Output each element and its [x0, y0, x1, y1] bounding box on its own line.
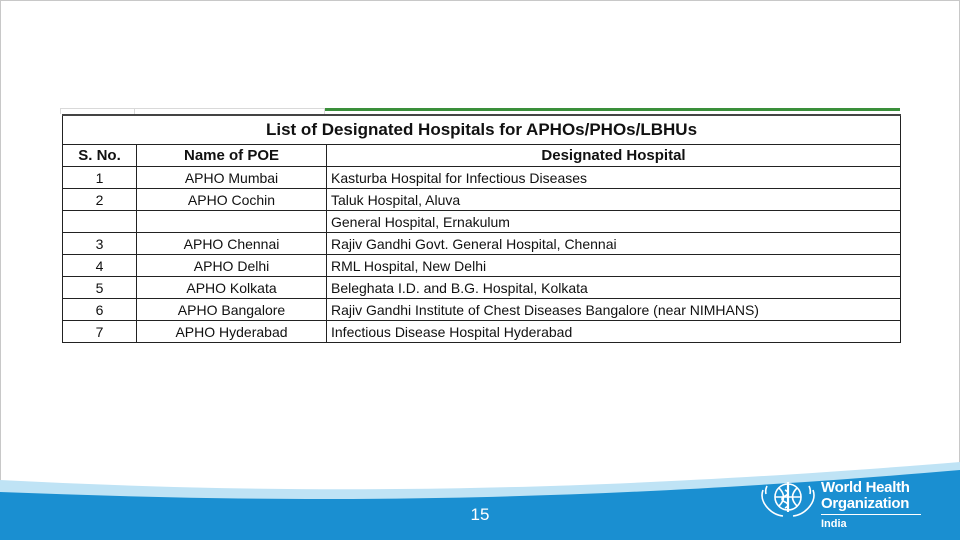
cell-hospital: Rajiv Gandhi Institute of Chest Diseases Bangalore (near NIMHANS): [327, 299, 901, 321]
hospitals-table-image: [62, 114, 900, 356]
table-title: List of Designated Hospitals for APHOs/PHOs/LBHUs: [63, 115, 901, 145]
hospitals-table: [62, 114, 901, 343]
cell-poe: APHO Delhi: [137, 255, 327, 277]
sheet-gridlines: [60, 108, 902, 114]
cell-poe: APHO Mumbai: [137, 167, 327, 189]
cell-sno: 5: [63, 277, 137, 299]
table-row: [63, 233, 901, 255]
cell-hospital: Rajiv Gandhi Govt. General Hospital, Chennai: [327, 233, 901, 255]
who-line3: India: [821, 518, 847, 530]
table-row: [63, 299, 901, 321]
cell-poe: APHO Kolkata: [137, 277, 327, 299]
table-row: [63, 321, 901, 343]
cell-sno: 4: [63, 255, 137, 277]
cell-sno: [63, 211, 137, 233]
table-row: [63, 167, 901, 189]
header-row: [63, 145, 901, 167]
table-row: [63, 277, 901, 299]
header-poe: Name of POE: [137, 145, 327, 167]
header-hospital: Designated Hospital: [327, 145, 901, 167]
cell-poe: APHO Cochin: [137, 189, 327, 211]
cell-poe: APHO Bangalore: [137, 299, 327, 321]
cell-sno: 2: [63, 189, 137, 211]
table-row: [63, 189, 901, 211]
cell-sno: 6: [63, 299, 137, 321]
cell-sno: 3: [63, 233, 137, 255]
cell-hospital: General Hospital, Ernakulum: [327, 211, 901, 233]
who-line2: Organization: [821, 495, 910, 512]
cell-hospital: Taluk Hospital, Aluva: [327, 189, 901, 211]
page-number: 15: [470, 505, 490, 524]
table-row: [63, 211, 901, 233]
cell-hospital: Beleghata I.D. and B.G. Hospital, Kolkata: [327, 277, 901, 299]
table-row: [63, 255, 901, 277]
cell-hospital: Kasturba Hospital for Infectious Diseases: [327, 167, 901, 189]
cell-hospital: RML Hospital, New Delhi: [327, 255, 901, 277]
cell-sno: 7: [63, 321, 137, 343]
who-rule: [821, 514, 921, 515]
who-emblem-icon: [758, 476, 818, 518]
cell-poe: [137, 211, 327, 233]
cell-poe: APHO Chennai: [137, 233, 327, 255]
cell-hospital: Infectious Disease Hospital Hyderabad: [327, 321, 901, 343]
who-logo-text: [821, 480, 921, 530]
cell-sno: 1: [63, 167, 137, 189]
header-sno: S. No.: [63, 145, 137, 167]
cell-poe: APHO Hyderabad: [137, 321, 327, 343]
who-line1: World Health: [821, 479, 910, 496]
